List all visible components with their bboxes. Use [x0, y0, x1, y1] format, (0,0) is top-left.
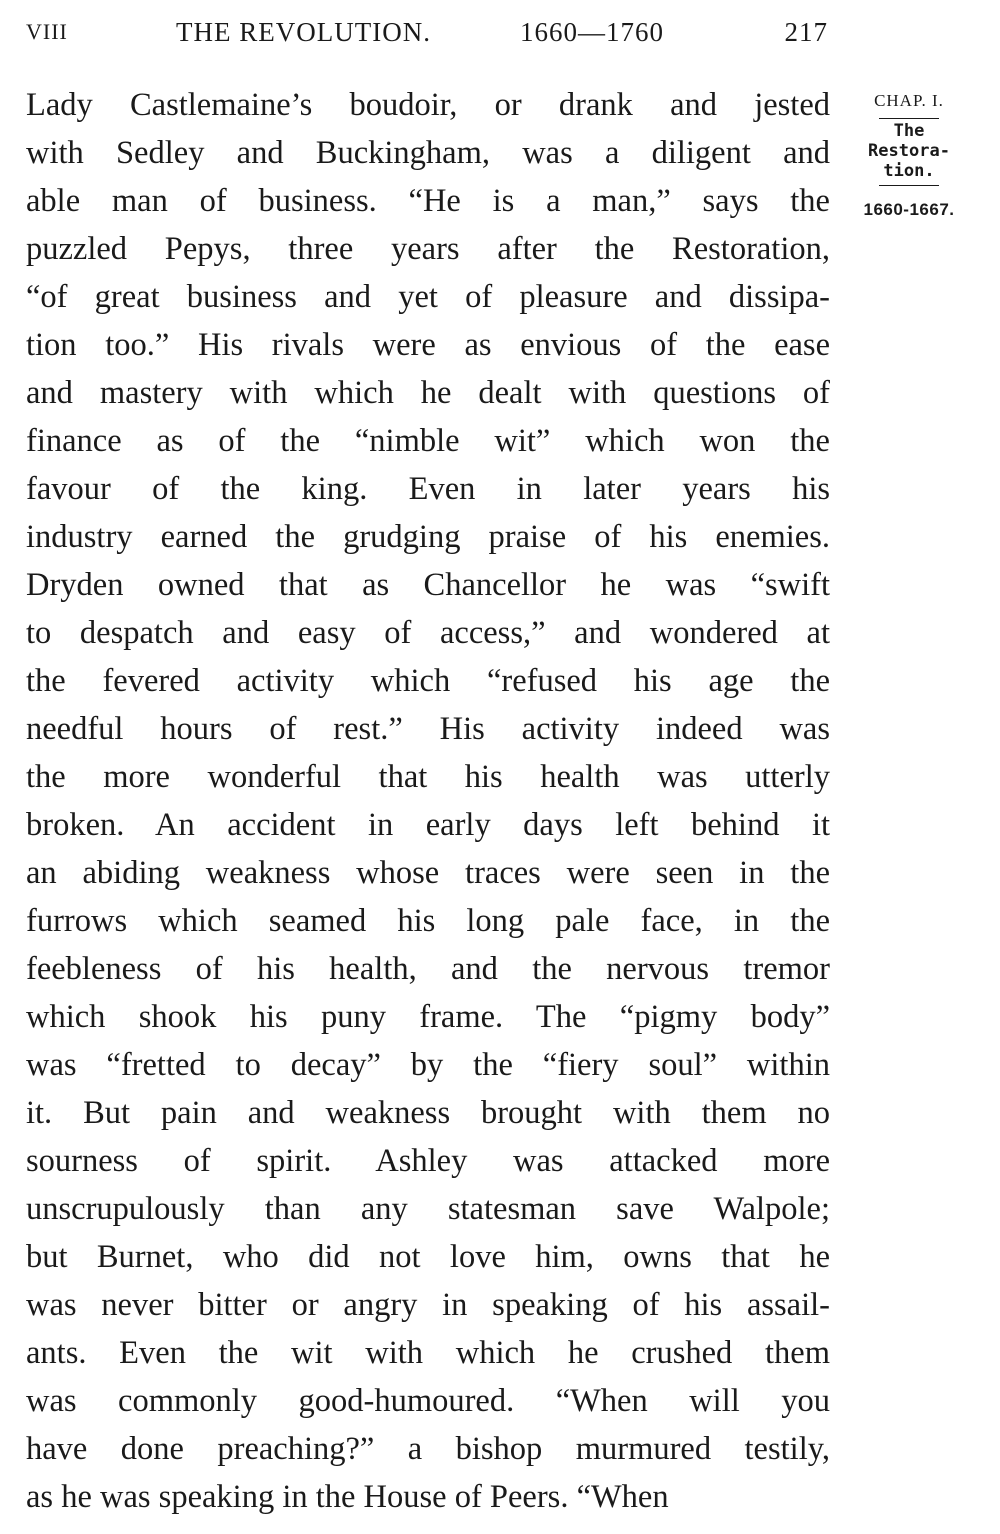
text-line: furrows which seamed his long pale face, in the	[26, 903, 830, 939]
text-line: as he was speaking in the House of Peers. “When	[26, 1479, 669, 1515]
text-line: was commonly good-humoured. “When will you	[26, 1383, 830, 1419]
margin-topic-line: The	[893, 121, 925, 141]
text-line: tion too.” His rivals were as envious of the ease	[26, 327, 830, 363]
text-line: “of great business and yet of pleasure and dissipa-	[26, 279, 830, 315]
text-line: with Sedley and Buckingham, was a diligent and	[26, 135, 830, 171]
text-line: to despatch and easy of access,” and wondered at	[26, 615, 830, 651]
text-line: feebleness of his health, and the nervous tremor	[26, 951, 830, 987]
margin-divider	[879, 118, 939, 119]
text-line: have done preaching?” a bishop murmured testily,	[26, 1431, 830, 1467]
margin-topic-line: Restora-	[868, 141, 950, 161]
margin-chapter-label: CHAP. I.	[874, 91, 944, 110]
chapter-numeral: VIII	[26, 19, 68, 44]
text-line: which shook his puny frame. The “pigmy body”	[26, 999, 830, 1035]
page-number: 217	[784, 17, 828, 47]
text-line: able man of business. “He is a man,” says the	[26, 183, 830, 219]
period-dates: 1660—1760	[520, 17, 664, 47]
running-head	[26, 14, 828, 50]
text-line: was “fretted to decay” by the “fiery soul” within	[26, 1047, 830, 1083]
text-line: and mastery with which he dealt with questions of	[26, 375, 830, 411]
text-line: industry earned the grudging praise of his enemies.	[26, 519, 830, 555]
text-line: Dryden owned that as Chancellor he was “swift	[26, 567, 830, 603]
text-line: favour of the king. Even in later years his	[26, 471, 830, 507]
text-line: broken. An accident in early days left behind it	[26, 807, 830, 843]
text-line: was never bitter or angry in speaking of his assail-	[26, 1287, 830, 1323]
margin-divider	[879, 185, 939, 186]
text-line: ants. Even the wit with which he crushed them	[26, 1335, 830, 1371]
margin-dates: 1660-1667.	[863, 200, 955, 219]
text-line: the more wonderful that his health was utterly	[26, 759, 830, 795]
margin-notes	[850, 88, 968, 220]
text-line: unscrupulously than any statesman save Walpole;	[26, 1191, 830, 1227]
margin-topic-line: tion.	[883, 161, 935, 181]
body-text	[26, 81, 830, 1521]
text-line: puzzled Pepys, three years after the Restoration,	[26, 231, 830, 267]
text-line: it. But pain and weakness brought with them no	[26, 1095, 830, 1131]
text-line: sourness of spirit. Ashley was attacked more	[26, 1143, 830, 1179]
text-line: an abiding weakness whose traces were seen in the	[26, 855, 830, 891]
text-line: but Burnet, who did not love him, owns that he	[26, 1239, 830, 1275]
text-line: the fevered activity which “refused his age the	[26, 663, 830, 699]
text-line: Lady Castlemaine’s boudoir, or drank and jested	[26, 87, 830, 123]
text-line: needful hours of rest.” His activity indeed was	[26, 711, 830, 747]
text-line: finance as of the “nimble wit” which won the	[26, 423, 830, 459]
book-part-title: THE REVOLUTION.	[176, 17, 431, 47]
